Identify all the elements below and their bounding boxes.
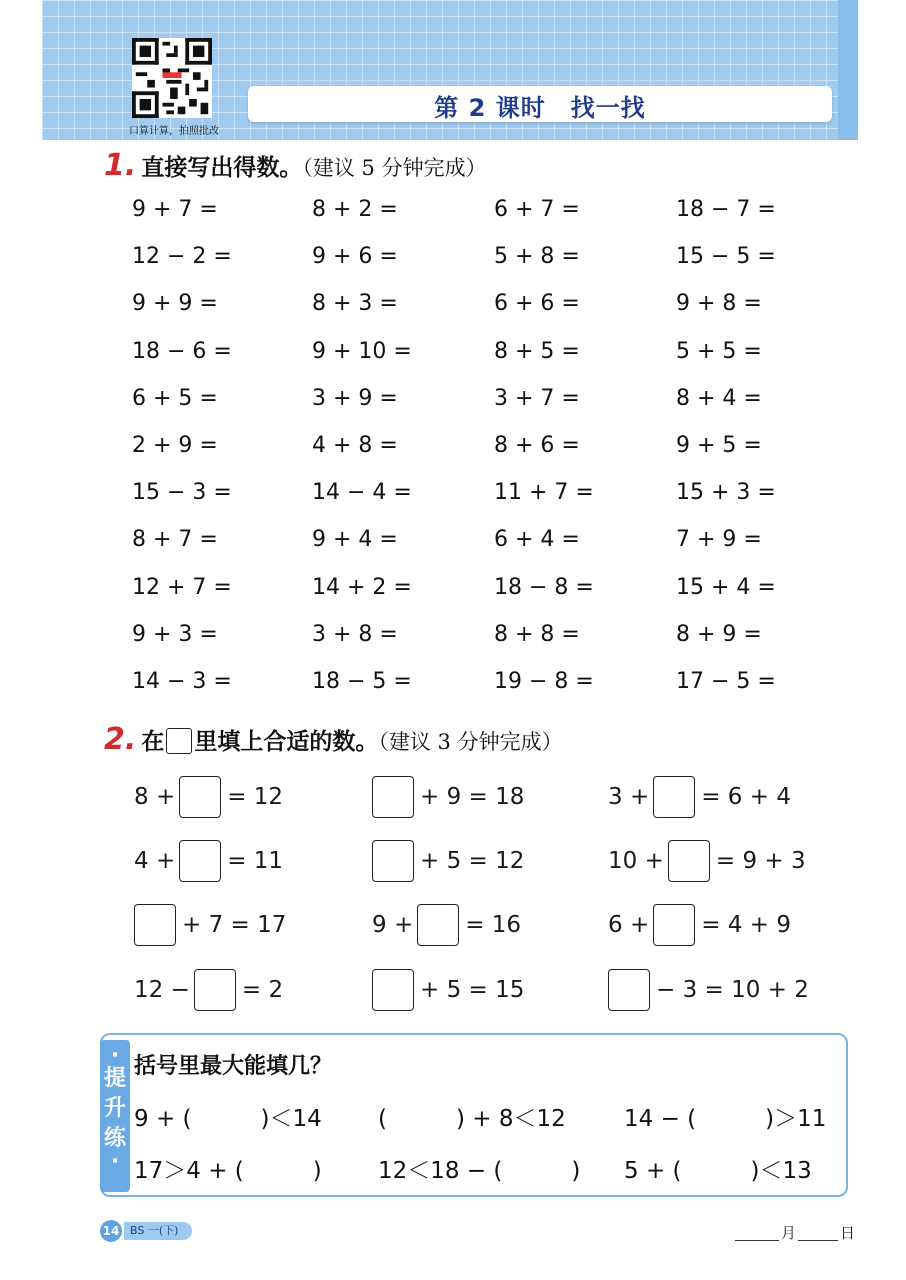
oral-problem: 6 + 5 = <box>132 385 218 411</box>
problem-right-part: = 12 <box>227 784 284 810</box>
tab-char: 练 <box>103 1126 126 1151</box>
lesson-title: 第 2 课时 找一找 <box>434 94 646 122</box>
fill-blank-problem <box>608 775 791 819</box>
answer-box[interactable] <box>179 776 221 818</box>
answer-box[interactable] <box>417 904 459 946</box>
oral-problem: 18 − 8 = <box>494 574 594 600</box>
oral-problem: 9 + 6 = <box>312 244 398 270</box>
extension-title: 括号里最大能填几？ <box>134 1054 333 1079</box>
tab-char: 提 <box>103 1066 126 1091</box>
oral-problem: 18 − 5 = <box>312 669 412 694</box>
oral-problem: 18 − 7 = <box>676 197 776 222</box>
page-number: 14 <box>100 1220 122 1242</box>
problem-right-part: = 16 <box>465 912 522 938</box>
fill-blank-problem <box>372 775 524 819</box>
oral-problem: 8 + 6 = <box>494 433 580 458</box>
oral-problem: 12 + 7 = <box>132 574 232 600</box>
qr-code[interactable] <box>132 38 212 118</box>
day-blank[interactable] <box>798 1240 838 1241</box>
oral-problem: 9 + 8 = <box>676 291 762 317</box>
oral-problem: 17 − 5 = <box>676 669 776 694</box>
oral-problem: 15 − 3 = <box>132 480 232 506</box>
answer-box[interactable] <box>134 904 176 946</box>
qr-caption: 口算计算，拍照批改 <box>129 126 219 137</box>
oral-problem: 19 − 8 = <box>494 669 594 694</box>
oral-problem: 8 + 8 = <box>494 621 580 647</box>
inequality-problem: 9 + ( )＜14 <box>134 1106 322 1132</box>
oral-problem: 6 + 4 = <box>494 527 580 553</box>
oral-problem: 14 − 3 = <box>132 669 232 694</box>
section-1-header <box>104 148 487 183</box>
oral-problem: 8 + 4 = <box>676 385 762 411</box>
oral-problem: 8 + 5 = <box>494 338 580 364</box>
fill-blank-problem <box>608 839 806 883</box>
oral-problem: 7 + 9 = <box>676 527 762 553</box>
fill-blank-problem <box>372 903 521 947</box>
fill-blank-problem <box>608 968 809 1012</box>
oral-problem: 9 + 9 = <box>132 291 218 317</box>
section-2-title-after: 里填上合适的数。 <box>194 729 379 755</box>
oral-problem: 8 + 2 = <box>312 197 398 222</box>
inequality-problem: 5 + ( )＜13 <box>624 1158 812 1184</box>
oral-problem: 15 + 4 = <box>676 574 776 600</box>
oral-problem: 9 + 4 = <box>312 527 398 553</box>
oral-problem: 9 + 10 = <box>312 338 412 364</box>
section-1-number: 1. <box>104 148 137 183</box>
oral-problem: 14 + 2 = <box>312 574 412 600</box>
section-2-hint: （建议 3 分钟完成） <box>378 730 563 754</box>
section-1-title: 直接写出得数。 <box>141 155 303 181</box>
problem-right-part: + 7 = 17 <box>182 912 287 938</box>
fill-blank-problem <box>608 903 791 947</box>
fill-blank-problem <box>134 968 283 1012</box>
section-1-hint: （建议 5 分钟完成） <box>302 156 487 180</box>
problem-right-part: + 9 = 18 <box>420 784 525 810</box>
answer-box[interactable] <box>653 776 695 818</box>
book-tag: BS 一(下) <box>124 1222 192 1240</box>
month-blank[interactable] <box>735 1240 779 1241</box>
oral-problem: 5 + 5 = <box>676 338 762 364</box>
problem-left-part: 10 + <box>608 848 664 874</box>
problem-left-part: 12 − <box>134 977 190 1003</box>
section-2-number: 2. <box>104 722 137 757</box>
oral-problem: 9 + 3 = <box>132 621 218 647</box>
inequality-problem: 12＜18 − ( ) <box>378 1158 581 1184</box>
oral-problem: 5 + 8 = <box>494 244 580 270</box>
problem-left-part: 8 + <box>134 784 176 810</box>
fill-blank-problem <box>134 903 286 947</box>
problem-right-part: = 2 <box>241 977 284 1003</box>
oral-problem: 12 − 2 = <box>132 244 232 270</box>
answer-box[interactable] <box>372 776 414 818</box>
problem-right-part: = 11 <box>227 848 284 874</box>
problem-left-part: 4 + <box>134 848 176 874</box>
answer-box[interactable] <box>372 969 414 1011</box>
oral-problem: 9 + 7 = <box>132 197 218 222</box>
tab-dot: · <box>110 1149 120 1174</box>
problem-right-part: + 5 = 15 <box>420 977 525 1003</box>
oral-problem: 6 + 7 = <box>494 197 580 222</box>
day-label: 日 <box>840 1224 856 1242</box>
oral-problem: 3 + 9 = <box>312 385 398 411</box>
oral-problem: 15 + 3 = <box>676 480 776 506</box>
oral-problem: 15 − 5 = <box>676 244 776 270</box>
oral-problem: 18 − 6 = <box>132 338 232 364</box>
problem-right-part: = 6 + 4 <box>701 784 791 810</box>
problem-right-part: = 9 + 3 <box>715 848 806 874</box>
problem-right-part: = 4 + 9 <box>701 912 791 938</box>
tab-char: 升 <box>103 1096 126 1121</box>
fill-blank-problem <box>134 775 283 819</box>
qr-code-icon <box>132 38 212 118</box>
problem-left-part: 9 + <box>372 912 414 938</box>
oral-problem: 8 + 3 = <box>312 291 398 317</box>
oral-problem: 3 + 8 = <box>312 621 398 647</box>
section-2-header <box>104 722 563 756</box>
problem-left-part: 6 + <box>608 912 650 938</box>
oral-problem: 2 + 9 = <box>132 433 218 458</box>
oral-problem: 9 + 5 = <box>676 433 762 458</box>
oral-problem: 8 + 9 = <box>676 621 762 647</box>
fill-blank-problem <box>372 968 524 1012</box>
oral-problem: 3 + 7 = <box>494 385 580 411</box>
oral-problem: 14 − 4 = <box>312 480 412 506</box>
oral-problem: 4 + 8 = <box>312 433 398 458</box>
oral-problem: 8 + 7 = <box>132 527 218 553</box>
section-2-title-before: 在 <box>141 729 165 755</box>
answer-box[interactable] <box>194 969 236 1011</box>
oral-problem: 11 + 7 = <box>494 480 594 506</box>
answer-box[interactable] <box>608 969 650 1011</box>
problem-right-part: − 3 = 10 + 2 <box>656 977 809 1003</box>
fill-blank-problem <box>372 839 524 883</box>
month-label: 月 <box>781 1224 797 1242</box>
problem-left-part: 3 + <box>608 784 650 810</box>
answer-box[interactable] <box>179 840 221 882</box>
inequality-problem: ( ) + 8＜12 <box>378 1106 566 1132</box>
fill-blank-problem <box>134 839 283 883</box>
answer-box[interactable] <box>653 904 695 946</box>
problem-right-part: + 5 = 12 <box>420 848 525 874</box>
extension-practice-tab-label <box>100 1043 130 1174</box>
oral-problem: 6 + 6 = <box>494 291 580 317</box>
inequality-problem: 17＞4 + ( ) <box>134 1158 322 1184</box>
tab-dot: · <box>110 1043 120 1068</box>
inequality-problem: 14 − ( )＞11 <box>624 1106 827 1132</box>
answer-box[interactable] <box>372 840 414 882</box>
answer-box[interactable] <box>668 840 710 882</box>
section-2-title-box <box>166 728 192 754</box>
